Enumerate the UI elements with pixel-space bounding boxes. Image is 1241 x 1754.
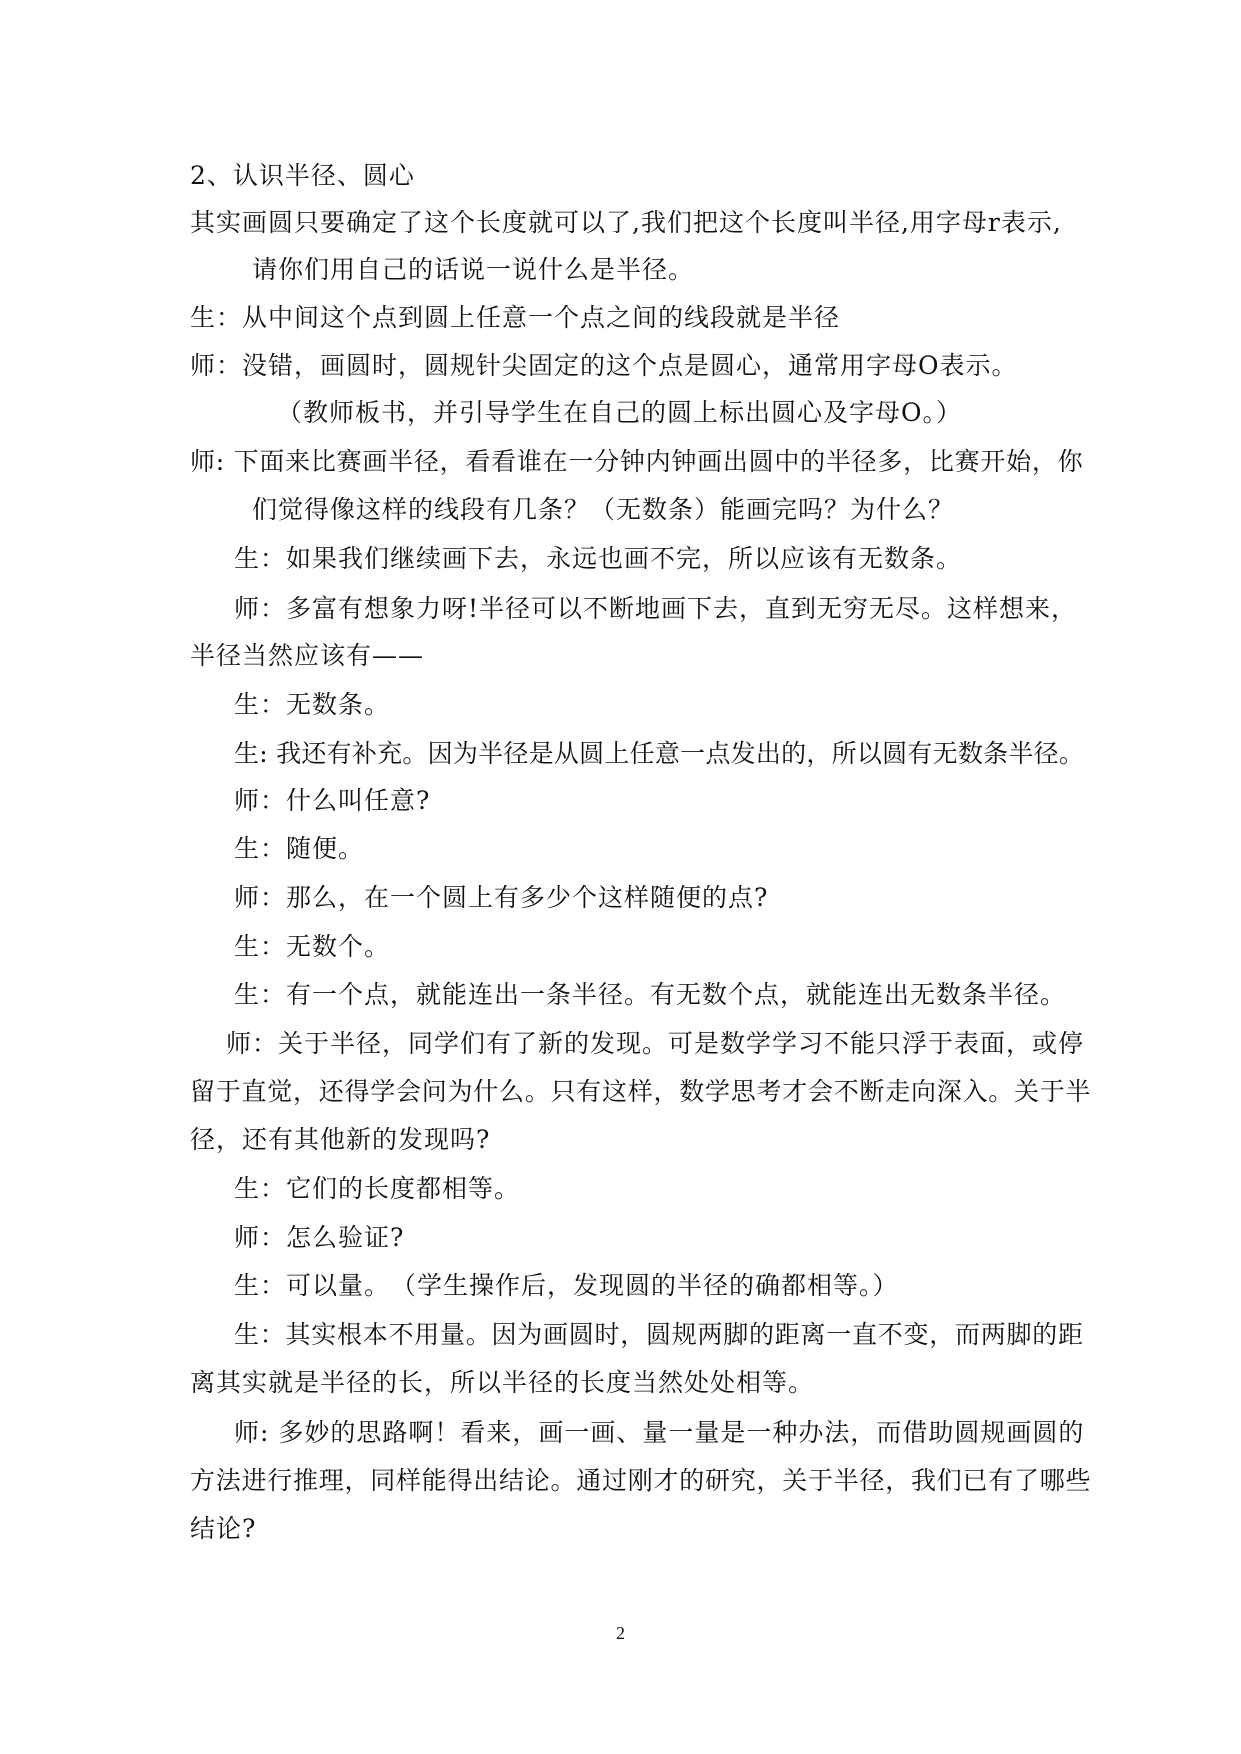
paragraph-line: 师：那么，在一个圆上有多少个这样随便的点? <box>234 883 769 912</box>
paragraph-line: 们觉得像这样的线段有几条？（无数条）能画完吗？为什么？ <box>252 495 955 524</box>
paragraph-line: 生：可以量。 （学生操作后，发现圆的半径的确都相等。） <box>234 1271 899 1300</box>
section-heading: 2、认识半径、圆心 <box>190 161 415 190</box>
paragraph-line: 留于直觉，还得学会问为什么。只有这样，数学思考才会不断走向深入。关于半 <box>190 1077 1092 1106</box>
paragraph-line: 其实画圆只要确定了这个长度就可以了,我们把这个长度叫半径,用字母r表示, <box>190 208 1062 237</box>
paragraph-line: 师: 下面来比赛画半径，看看谁在一分钟内钟画出圆中的半径多，比赛开始，你 <box>190 447 1084 476</box>
paragraph-line: 生：无数个。 <box>234 932 391 961</box>
page-number: 2 <box>616 1623 625 1643</box>
paragraph-line: 师：多富有想象力呀!半径可以不断地画下去，直到无穷无尽。这样想来， <box>234 594 1078 623</box>
paragraph-line: 半径当然应该有—— <box>190 641 425 670</box>
paragraph-line: 结论? <box>190 1514 257 1543</box>
paragraph-line: 离其实就是半径的长，所以半径的长度当然处处相等。 <box>190 1368 815 1397</box>
paragraph-line: 生: 我还有补充。因为半径是从圆上任意一点发出的，所以圆有无数条半径。 <box>234 739 1085 768</box>
paragraph-line: 生：从中间这个点到圆上任意一个点之间的线段就是半径 <box>190 303 841 332</box>
paragraph-line: 师：怎么验证? <box>234 1223 405 1252</box>
paragraph-line: （教师板书，并引导学生在自己的圆上标出圆心及字母O。） <box>277 398 962 427</box>
paragraph-line: 方法进行推理，同样能得出结论。通过刚才的研究，关于半径，我们已有了哪些 <box>190 1466 1092 1495</box>
paragraph-line: 生：它们的长度都相等。 <box>234 1174 521 1203</box>
paragraph-line: 径，还有其他新的发现吗? <box>190 1125 491 1154</box>
paragraph-line: 师：关于半径，同学们有了新的发现。可是数学学习不能只浮于表面，或停 <box>226 1029 1085 1058</box>
paragraph-line: 生：有一个点，就能连出一条半径。有无数个点，就能连出无数条半径。 <box>234 980 1067 1009</box>
paragraph-line: 生：无数条。 <box>234 690 391 719</box>
paragraph-line: 请你们用自己的话说一说什么是半径。 <box>252 255 695 284</box>
paragraph-line: 生：其实根本不用量。因为画圆时，圆规两脚的距离一直不变，而两脚的距 <box>234 1320 1084 1349</box>
paragraph-line: 师: 多妙的思路啊！看来，画一画、量一量是一种办法，而借助圆规画圆的 <box>234 1418 1085 1447</box>
paragraph-line: 生：如果我们继续画下去，永远也画不完，所以应该有无数条。 <box>234 544 963 573</box>
paragraph-line: 师：没错，画圆时，圆规针尖固定的这个点是圆心，通常用字母O表示。 <box>190 351 1018 380</box>
paragraph-line: 生：随便。 <box>234 834 365 863</box>
paragraph-line: 师：什么叫任意? <box>234 786 431 815</box>
